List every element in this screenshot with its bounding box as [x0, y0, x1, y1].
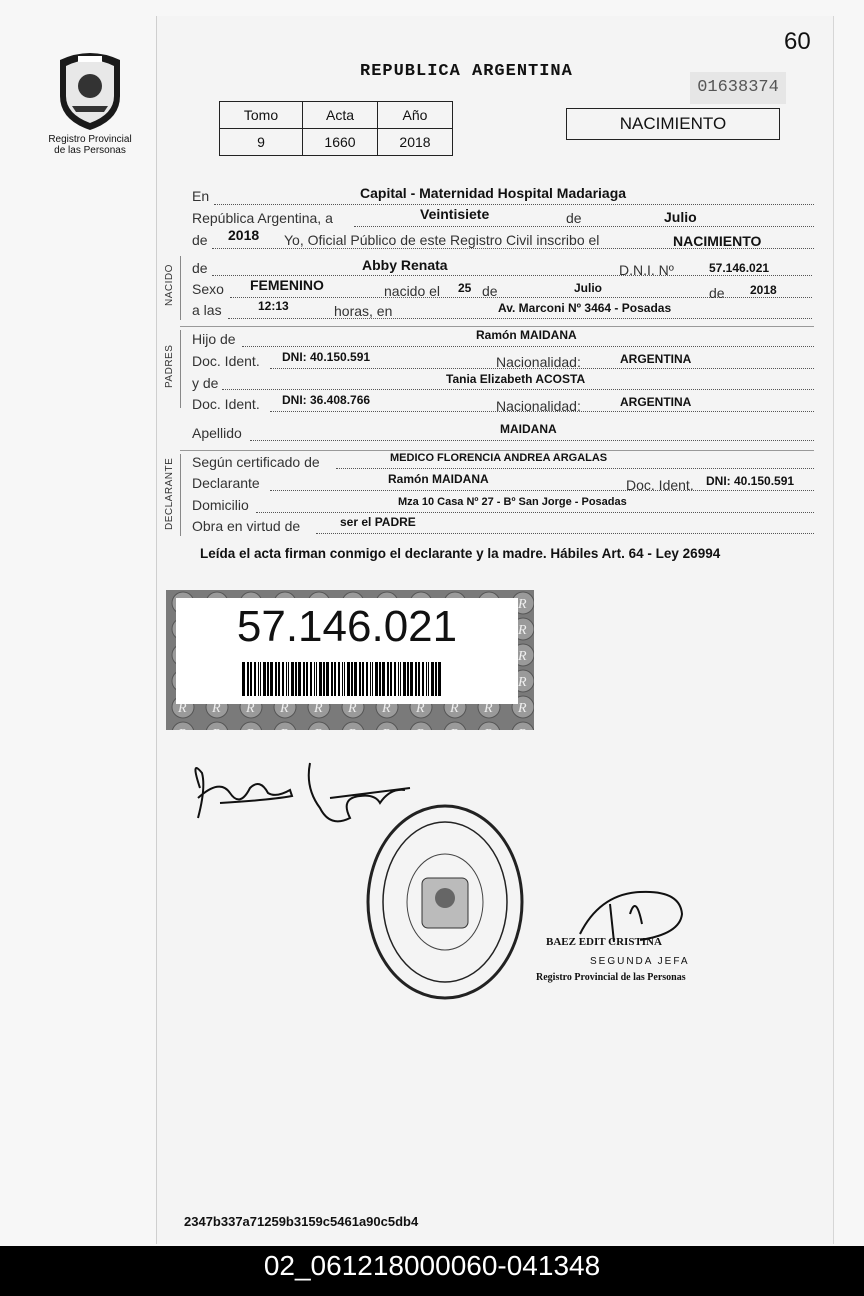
document-hash: 2347b337a71259b3159c5461a90c5db4: [184, 1214, 419, 1229]
barcode-bar: [278, 662, 280, 696]
birth-year: 2018: [750, 283, 777, 297]
y-de-label: y de: [192, 375, 219, 391]
barcode-bar: [267, 662, 269, 696]
father-doc: DNI: 40.150.591: [282, 350, 371, 364]
barcode-bar: [394, 662, 396, 696]
barcode-bar: [282, 662, 284, 696]
barcode: [242, 662, 448, 701]
section-divider: [180, 450, 814, 451]
republica-label: República Argentina, a: [192, 210, 333, 226]
barcode-bar: [298, 662, 301, 696]
de3-label: de: [192, 260, 208, 276]
barcode-bar: [275, 662, 277, 696]
barcode-bar: [398, 662, 399, 696]
certificado-label: Según certificado de: [192, 454, 320, 470]
barcode-bar: [250, 662, 252, 696]
barcode-bar: [375, 662, 378, 696]
logo-caption-line2: de las Personas: [54, 145, 126, 156]
section-bracket: [180, 330, 181, 408]
address-value: Mza 10 Casa Nº 27 - Bº San Jorge - Posadas: [398, 496, 627, 508]
certificate-issuer: MEDICO FLORENCIA ANDREA ARGALAS: [390, 452, 608, 464]
declarant-doc: DNI: 40.150.591: [706, 474, 795, 488]
de5-label: de: [709, 285, 725, 301]
declarante-side-label: DECLARANTE: [164, 457, 175, 530]
yo-oficial-label: Yo, Oficial Público de este Registro Civil inscribo el: [284, 232, 600, 248]
domicilio-label: Domicilio: [192, 497, 249, 513]
barcode-bar: [370, 662, 371, 696]
registration-month: Julio: [664, 209, 697, 225]
act-type-box: NACIMIENTO: [566, 108, 780, 140]
tomo-header: Tomo: [220, 102, 303, 129]
dotted-rule: [212, 275, 812, 276]
dotted-rule: [242, 346, 814, 347]
barcode-bar: [407, 662, 409, 696]
barcode-bar: [435, 662, 437, 696]
footer-code: 02_061218000060-041348: [263, 1250, 601, 1281]
section-bracket: [180, 454, 181, 536]
birth-month: Julio: [574, 281, 603, 295]
barcode-bar: [372, 662, 373, 696]
barcode-bar: [319, 662, 322, 696]
barcode-bar: [326, 662, 329, 696]
mother-nationality: ARGENTINA: [620, 395, 692, 409]
doc-ident-label: Doc. Ident.: [192, 396, 260, 412]
birth-day: 25: [458, 281, 472, 295]
de2-label: de: [192, 232, 208, 248]
barcode-bar: [438, 662, 441, 696]
closing-note: Leída el acta firman conmigo el declarante y la madre. Hábiles Art. 64 - Ley 26994: [200, 546, 721, 561]
registration-year: 2018: [228, 227, 260, 243]
barcode-bar: [288, 662, 289, 696]
barcode-bar: [359, 662, 361, 696]
barcode-bar: [260, 662, 261, 696]
dotted-rule: [256, 512, 814, 513]
logo-caption: [36, 134, 144, 156]
official-role: SEGUNDA JEFA: [590, 956, 690, 967]
barcode-bar: [303, 662, 305, 696]
obra-label: Obra en virtud de: [192, 518, 301, 534]
barcode-bar: [316, 662, 317, 696]
dotted-rule: [354, 226, 814, 227]
page-number: 60: [784, 28, 811, 55]
barcode-bar: [306, 662, 308, 696]
surname-value: MAIDANA: [500, 422, 557, 436]
official-office: Registro Provincial de las Personas: [536, 972, 686, 983]
barcode-bar: [242, 662, 245, 696]
barcode-bar: [362, 662, 364, 696]
barcode-bar: [295, 662, 297, 696]
sticker-dni-number: 57.146.021: [236, 602, 458, 651]
inscription-type: NACIMIENTO: [673, 233, 762, 249]
barcode-bar: [403, 662, 406, 696]
barcode-bar: [310, 662, 312, 696]
doc-ident-label: Doc. Ident.: [626, 477, 694, 493]
anio-value: 2018: [378, 129, 453, 156]
section-divider: [180, 326, 814, 327]
barcode-bar: [258, 662, 259, 696]
father-name: Ramón MAIDANA: [476, 328, 577, 342]
barcode-bar: [334, 662, 336, 696]
obra-value: ser el PADRE: [340, 515, 416, 529]
declarante-label: Declarante: [192, 475, 260, 491]
hijo-de-label: Hijo de: [192, 331, 236, 347]
logo-caption-line1: Registro Provincial: [48, 134, 132, 145]
barcode-bar: [354, 662, 357, 696]
barcode-bar: [426, 662, 427, 696]
barcode-bar: [247, 662, 249, 696]
sex-value: FEMENINO: [250, 277, 324, 293]
child-name: Abby Renata: [362, 257, 448, 273]
acta-header: Acta: [303, 102, 378, 129]
nacido-el-label: nacido el: [384, 283, 441, 299]
a-las-label: a las: [192, 302, 222, 318]
barcode-bar: [323, 662, 325, 696]
dotted-rule: [270, 490, 814, 491]
child-dni: 57.146.021: [709, 261, 770, 275]
registry-table: [219, 101, 453, 156]
anio-header: Año: [378, 102, 453, 129]
dotted-rule: [214, 204, 814, 205]
barcode-bar: [431, 662, 434, 696]
barcode-bar: [366, 662, 368, 696]
document-title: REPUBLICA ARGENTINA: [360, 62, 573, 81]
barcode-bar: [379, 662, 381, 696]
sexo-label: Sexo: [192, 281, 224, 297]
de4-label: de: [482, 283, 498, 299]
barcode-bar: [342, 662, 343, 696]
nacido-side-label: NACIDO: [164, 264, 175, 306]
barcode-bar: [344, 662, 345, 696]
nacionalidad-label: Nacionalidad:: [496, 354, 581, 370]
registration-day: Veintisiete: [420, 206, 490, 222]
barcode-bar: [390, 662, 392, 696]
official-name: BAEZ EDIT CRISTINA: [546, 936, 662, 948]
mother-name: Tania Elizabeth ACOSTA: [446, 372, 586, 386]
barcode-bar: [347, 662, 350, 696]
dotted-rule: [228, 318, 812, 319]
doc-ident-label: Doc. Ident.: [192, 353, 260, 369]
barcode-bar: [382, 662, 385, 696]
section-bracket: [180, 256, 181, 320]
barcode-bar: [387, 662, 389, 696]
tomo-value: 9: [220, 129, 303, 156]
barcode-bar: [270, 662, 273, 696]
dotted-rule: [250, 440, 814, 441]
barcode-bar: [338, 662, 340, 696]
barcode-bar: [314, 662, 315, 696]
barcode-bar: [254, 662, 256, 696]
barcode-bar: [418, 662, 420, 696]
de-label: de: [566, 210, 582, 226]
declarant-name: Ramón MAIDANA: [388, 472, 489, 486]
mother-doc: DNI: 36.408.766: [282, 393, 371, 407]
barcode-bar: [351, 662, 353, 696]
place-of-registration: Capital - Maternidad Hospital Madariaga: [360, 185, 627, 201]
apellido-label: Apellido: [192, 425, 242, 441]
province-emblem-logo: [52, 46, 128, 137]
birth-time: 12:13: [258, 299, 289, 313]
nacionalidad-label: Nacionalidad:: [496, 398, 581, 414]
padres-side-label: PADRES: [164, 344, 175, 388]
horas-label: horas, en: [334, 303, 393, 319]
dotted-rule: [336, 468, 814, 469]
acta-value: 1660: [303, 129, 378, 156]
official-seal: [364, 802, 526, 1007]
barcode-bar: [415, 662, 417, 696]
barcode-bar: [291, 662, 294, 696]
father-nationality: ARGENTINA: [620, 352, 692, 366]
barcode-bar: [331, 662, 333, 696]
barcode-bar: [428, 662, 429, 696]
serial-number: 01638374: [690, 72, 786, 104]
barcode-bar: [263, 662, 266, 696]
barcode-bar: [286, 662, 287, 696]
dotted-rule: [222, 389, 814, 390]
dni-label: D.N.I. Nº: [619, 262, 674, 278]
barcode-bar: [400, 662, 401, 696]
dotted-rule: [316, 533, 814, 534]
barcode-bar: [422, 662, 424, 696]
barcode-bar: [410, 662, 413, 696]
en-label: En: [192, 188, 210, 204]
birth-place: Av. Marconi Nº 3464 - Posadas: [498, 301, 672, 315]
